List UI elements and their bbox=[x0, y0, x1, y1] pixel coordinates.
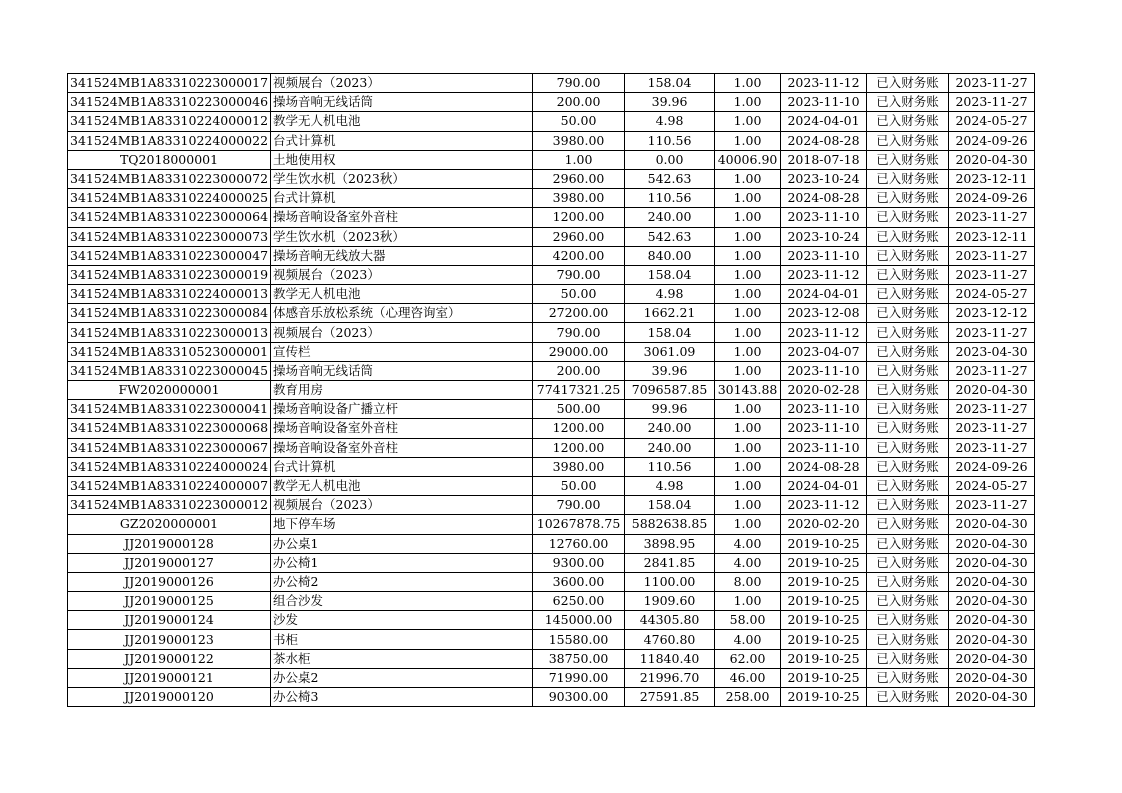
table-row bbox=[68, 515, 1035, 534]
quantity-cell: 1.00 bbox=[715, 93, 781, 112]
table-row bbox=[68, 649, 1035, 668]
acquired-date-cell: 2023-11-12 bbox=[781, 74, 867, 93]
asset-code-cell: GZ2020000001 bbox=[68, 515, 271, 534]
asset-name-cell: 地下停车场 bbox=[271, 515, 533, 534]
booked-date-cell: 2020-04-30 bbox=[949, 572, 1035, 591]
booked-date-cell: 2020-04-30 bbox=[949, 630, 1035, 649]
quantity-cell: 1.00 bbox=[715, 74, 781, 93]
accounting-status-cell: 已入财务账 bbox=[867, 534, 949, 553]
asset-name-cell: 教育用房 bbox=[271, 381, 533, 400]
quantity-cell: 4.00 bbox=[715, 534, 781, 553]
accounting-status-cell: 已入财务账 bbox=[867, 572, 949, 591]
quantity-cell: 8.00 bbox=[715, 572, 781, 591]
original-value-cell: 790.00 bbox=[533, 74, 625, 93]
acquired-date-cell: 2018-07-18 bbox=[781, 150, 867, 169]
table-row bbox=[68, 112, 1035, 131]
accounting-status-cell: 已入财务账 bbox=[867, 112, 949, 131]
original-value-cell: 9300.00 bbox=[533, 553, 625, 572]
original-value-cell: 2960.00 bbox=[533, 169, 625, 188]
quantity-cell: 1.00 bbox=[715, 112, 781, 131]
depreciation-cell: 7096587.85 bbox=[625, 381, 715, 400]
quantity-cell: 4.00 bbox=[715, 553, 781, 572]
asset-name-cell: 体感音乐放松系统（心理咨询室） bbox=[271, 304, 533, 323]
table-row bbox=[68, 553, 1035, 572]
quantity-cell: 40006.90 bbox=[715, 150, 781, 169]
asset-name-cell: 宣传栏 bbox=[271, 342, 533, 361]
acquired-date-cell: 2023-11-10 bbox=[781, 400, 867, 419]
acquired-date-cell: 2023-10-24 bbox=[781, 227, 867, 246]
asset-code-cell: JJ2019000127 bbox=[68, 553, 271, 572]
acquired-date-cell: 2024-08-28 bbox=[781, 131, 867, 150]
booked-date-cell: 2023-11-27 bbox=[949, 93, 1035, 112]
table-row bbox=[68, 323, 1035, 342]
depreciation-cell: 99.96 bbox=[625, 400, 715, 419]
original-value-cell: 50.00 bbox=[533, 476, 625, 495]
asset-code-cell: 341524MB1A83310223000073 bbox=[68, 227, 271, 246]
acquired-date-cell: 2024-08-28 bbox=[781, 189, 867, 208]
table-row bbox=[68, 630, 1035, 649]
acquired-date-cell: 2019-10-25 bbox=[781, 592, 867, 611]
booked-date-cell: 2024-09-26 bbox=[949, 189, 1035, 208]
accounting-status-cell: 已入财务账 bbox=[867, 208, 949, 227]
booked-date-cell: 2023-11-27 bbox=[949, 419, 1035, 438]
quantity-cell: 1.00 bbox=[715, 285, 781, 304]
depreciation-cell: 3898.95 bbox=[625, 534, 715, 553]
quantity-cell: 1.00 bbox=[715, 419, 781, 438]
table-row bbox=[68, 668, 1035, 687]
quantity-cell: 1.00 bbox=[715, 496, 781, 515]
asset-code-cell: 341524MB1A83310224000022 bbox=[68, 131, 271, 150]
acquired-date-cell: 2023-11-10 bbox=[781, 419, 867, 438]
depreciation-cell: 5882638.85 bbox=[625, 515, 715, 534]
original-value-cell: 12760.00 bbox=[533, 534, 625, 553]
accounting-status-cell: 已入财务账 bbox=[867, 400, 949, 419]
original-value-cell: 790.00 bbox=[533, 496, 625, 515]
table-row bbox=[68, 381, 1035, 400]
quantity-cell: 1.00 bbox=[715, 323, 781, 342]
booked-date-cell: 2020-04-30 bbox=[949, 668, 1035, 687]
booked-date-cell: 2023-11-27 bbox=[949, 400, 1035, 419]
depreciation-cell: 44305.80 bbox=[625, 611, 715, 630]
acquired-date-cell: 2019-10-25 bbox=[781, 534, 867, 553]
asset-name-cell: 台式计算机 bbox=[271, 189, 533, 208]
accounting-status-cell: 已入财务账 bbox=[867, 611, 949, 630]
table-row bbox=[68, 496, 1035, 515]
booked-date-cell: 2023-04-30 bbox=[949, 342, 1035, 361]
accounting-status-cell: 已入财务账 bbox=[867, 265, 949, 284]
table-row bbox=[68, 419, 1035, 438]
asset-name-cell: 学生饮水机（2023秋） bbox=[271, 169, 533, 188]
asset-name-cell: 书柜 bbox=[271, 630, 533, 649]
asset-code-cell: 341524MB1A83310223000045 bbox=[68, 361, 271, 380]
depreciation-cell: 3061.09 bbox=[625, 342, 715, 361]
depreciation-cell: 542.63 bbox=[625, 169, 715, 188]
acquired-date-cell: 2023-04-07 bbox=[781, 342, 867, 361]
asset-code-cell: 341524MB1A83310224000013 bbox=[68, 285, 271, 304]
table-row bbox=[68, 227, 1035, 246]
depreciation-cell: 2841.85 bbox=[625, 553, 715, 572]
accounting-status-cell: 已入财务账 bbox=[867, 476, 949, 495]
depreciation-cell: 542.63 bbox=[625, 227, 715, 246]
quantity-cell: 62.00 bbox=[715, 649, 781, 668]
quantity-cell: 58.00 bbox=[715, 611, 781, 630]
asset-code-cell: 341524MB1A83310223000072 bbox=[68, 169, 271, 188]
quantity-cell: 1.00 bbox=[715, 476, 781, 495]
quantity-cell: 1.00 bbox=[715, 265, 781, 284]
asset-code-cell: JJ2019000122 bbox=[68, 649, 271, 668]
booked-date-cell: 2020-04-30 bbox=[949, 592, 1035, 611]
asset-code-cell: JJ2019000120 bbox=[68, 688, 271, 707]
table-row bbox=[68, 611, 1035, 630]
original-value-cell: 50.00 bbox=[533, 112, 625, 131]
asset-name-cell: 办公椅2 bbox=[271, 572, 533, 591]
booked-date-cell: 2023-11-27 bbox=[949, 361, 1035, 380]
accounting-status-cell: 已入财务账 bbox=[867, 246, 949, 265]
asset-name-cell: 台式计算机 bbox=[271, 457, 533, 476]
asset-name-cell: 办公椅1 bbox=[271, 553, 533, 572]
asset-name-cell: 组合沙发 bbox=[271, 592, 533, 611]
depreciation-cell: 39.96 bbox=[625, 361, 715, 380]
quantity-cell: 1.00 bbox=[715, 342, 781, 361]
table-row bbox=[68, 74, 1035, 93]
depreciation-cell: 4.98 bbox=[625, 112, 715, 131]
asset-name-cell: 教学无人机电池 bbox=[271, 112, 533, 131]
original-value-cell: 90300.00 bbox=[533, 688, 625, 707]
accounting-status-cell: 已入财务账 bbox=[867, 419, 949, 438]
table-row bbox=[68, 93, 1035, 112]
table-row bbox=[68, 131, 1035, 150]
quantity-cell: 1.00 bbox=[715, 131, 781, 150]
asset-name-cell: 教学无人机电池 bbox=[271, 476, 533, 495]
quantity-cell: 30143.88 bbox=[715, 381, 781, 400]
depreciation-cell: 158.04 bbox=[625, 323, 715, 342]
accounting-status-cell: 已入财务账 bbox=[867, 381, 949, 400]
accounting-status-cell: 已入财务账 bbox=[867, 438, 949, 457]
booked-date-cell: 2023-11-27 bbox=[949, 246, 1035, 265]
asset-name-cell: 视频展台（2023） bbox=[271, 323, 533, 342]
booked-date-cell: 2020-04-30 bbox=[949, 553, 1035, 572]
acquired-date-cell: 2019-10-25 bbox=[781, 572, 867, 591]
table-row bbox=[68, 246, 1035, 265]
asset-code-cell: 341524MB1A83310223000068 bbox=[68, 419, 271, 438]
accounting-status-cell: 已入财务账 bbox=[867, 93, 949, 112]
table-row bbox=[68, 285, 1035, 304]
quantity-cell: 46.00 bbox=[715, 668, 781, 687]
accounting-status-cell: 已入财务账 bbox=[867, 496, 949, 515]
quantity-cell: 1.00 bbox=[715, 208, 781, 227]
depreciation-cell: 840.00 bbox=[625, 246, 715, 265]
booked-date-cell: 2020-04-30 bbox=[949, 611, 1035, 630]
depreciation-cell: 21996.70 bbox=[625, 668, 715, 687]
quantity-cell: 1.00 bbox=[715, 457, 781, 476]
original-value-cell: 15580.00 bbox=[533, 630, 625, 649]
booked-date-cell: 2020-04-30 bbox=[949, 534, 1035, 553]
acquired-date-cell: 2023-12-08 bbox=[781, 304, 867, 323]
asset-code-cell: JJ2019000126 bbox=[68, 572, 271, 591]
quantity-cell: 1.00 bbox=[715, 515, 781, 534]
quantity-cell: 1.00 bbox=[715, 438, 781, 457]
table-row bbox=[68, 572, 1035, 591]
depreciation-cell: 110.56 bbox=[625, 131, 715, 150]
table-row bbox=[68, 361, 1035, 380]
accounting-status-cell: 已入财务账 bbox=[867, 553, 949, 572]
depreciation-cell: 240.00 bbox=[625, 438, 715, 457]
booked-date-cell: 2023-11-27 bbox=[949, 438, 1035, 457]
booked-date-cell: 2024-09-26 bbox=[949, 131, 1035, 150]
asset-code-cell: JJ2019000125 bbox=[68, 592, 271, 611]
asset-code-cell: 341524MB1A83310223000046 bbox=[68, 93, 271, 112]
asset-name-cell: 操场音响设备广播立杆 bbox=[271, 400, 533, 419]
acquired-date-cell: 2019-10-25 bbox=[781, 688, 867, 707]
quantity-cell: 1.00 bbox=[715, 592, 781, 611]
accounting-status-cell: 已入财务账 bbox=[867, 323, 949, 342]
accounting-status-cell: 已入财务账 bbox=[867, 515, 949, 534]
table-row bbox=[68, 342, 1035, 361]
acquired-date-cell: 2023-10-24 bbox=[781, 169, 867, 188]
accounting-status-cell: 已入财务账 bbox=[867, 630, 949, 649]
original-value-cell: 145000.00 bbox=[533, 611, 625, 630]
booked-date-cell: 2023-12-11 bbox=[949, 227, 1035, 246]
asset-table bbox=[67, 73, 1035, 707]
acquired-date-cell: 2023-11-10 bbox=[781, 361, 867, 380]
quantity-cell: 1.00 bbox=[715, 246, 781, 265]
acquired-date-cell: 2023-11-10 bbox=[781, 438, 867, 457]
asset-name-cell: 办公桌1 bbox=[271, 534, 533, 553]
asset-name-cell: 办公椅3 bbox=[271, 688, 533, 707]
original-value-cell: 3600.00 bbox=[533, 572, 625, 591]
asset-name-cell: 教学无人机电池 bbox=[271, 285, 533, 304]
asset-code-cell: JJ2019000124 bbox=[68, 611, 271, 630]
quantity-cell: 1.00 bbox=[715, 304, 781, 323]
original-value-cell: 500.00 bbox=[533, 400, 625, 419]
asset-name-cell: 操场音响设备室外音柱 bbox=[271, 438, 533, 457]
booked-date-cell: 2023-12-11 bbox=[949, 169, 1035, 188]
asset-code-cell: 341524MB1A83310224000025 bbox=[68, 189, 271, 208]
asset-name-cell: 沙发 bbox=[271, 611, 533, 630]
quantity-cell: 1.00 bbox=[715, 227, 781, 246]
original-value-cell: 200.00 bbox=[533, 361, 625, 380]
table-row bbox=[68, 457, 1035, 476]
acquired-date-cell: 2024-04-01 bbox=[781, 476, 867, 495]
asset-name-cell: 学生饮水机（2023秋） bbox=[271, 227, 533, 246]
asset-name-cell: 操场音响设备室外音柱 bbox=[271, 419, 533, 438]
table-row bbox=[68, 169, 1035, 188]
booked-date-cell: 2024-09-26 bbox=[949, 457, 1035, 476]
original-value-cell: 3980.00 bbox=[533, 457, 625, 476]
depreciation-cell: 110.56 bbox=[625, 457, 715, 476]
booked-date-cell: 2024-05-27 bbox=[949, 285, 1035, 304]
asset-name-cell: 办公桌2 bbox=[271, 668, 533, 687]
original-value-cell: 27200.00 bbox=[533, 304, 625, 323]
depreciation-cell: 11840.40 bbox=[625, 649, 715, 668]
accounting-status-cell: 已入财务账 bbox=[867, 304, 949, 323]
booked-date-cell: 2023-11-27 bbox=[949, 265, 1035, 284]
quantity-cell: 4.00 bbox=[715, 630, 781, 649]
original-value-cell: 77417321.25 bbox=[533, 381, 625, 400]
booked-date-cell: 2023-12-12 bbox=[949, 304, 1035, 323]
accounting-status-cell: 已入财务账 bbox=[867, 285, 949, 304]
asset-name-cell: 操场音响无线话筒 bbox=[271, 361, 533, 380]
depreciation-cell: 1662.21 bbox=[625, 304, 715, 323]
asset-name-cell: 茶水柜 bbox=[271, 649, 533, 668]
accounting-status-cell: 已入财务账 bbox=[867, 649, 949, 668]
original-value-cell: 71990.00 bbox=[533, 668, 625, 687]
original-value-cell: 50.00 bbox=[533, 285, 625, 304]
accounting-status-cell: 已入财务账 bbox=[867, 668, 949, 687]
depreciation-cell: 240.00 bbox=[625, 208, 715, 227]
original-value-cell: 10267878.75 bbox=[533, 515, 625, 534]
depreciation-cell: 158.04 bbox=[625, 265, 715, 284]
table-row bbox=[68, 592, 1035, 611]
original-value-cell: 1200.00 bbox=[533, 208, 625, 227]
table-row bbox=[68, 208, 1035, 227]
depreciation-cell: 0.00 bbox=[625, 150, 715, 169]
accounting-status-cell: 已入财务账 bbox=[867, 131, 949, 150]
accounting-status-cell: 已入财务账 bbox=[867, 189, 949, 208]
table-row bbox=[68, 438, 1035, 457]
asset-code-cell: 341524MB1A83310223000017 bbox=[68, 74, 271, 93]
table-row bbox=[68, 304, 1035, 323]
asset-code-cell: TQ2018000001 bbox=[68, 150, 271, 169]
original-value-cell: 790.00 bbox=[533, 265, 625, 284]
asset-code-cell: FW2020000001 bbox=[68, 381, 271, 400]
table-row bbox=[68, 400, 1035, 419]
depreciation-cell: 4.98 bbox=[625, 476, 715, 495]
accounting-status-cell: 已入财务账 bbox=[867, 150, 949, 169]
table-row bbox=[68, 534, 1035, 553]
acquired-date-cell: 2023-11-12 bbox=[781, 265, 867, 284]
accounting-status-cell: 已入财务账 bbox=[867, 227, 949, 246]
booked-date-cell: 2023-11-27 bbox=[949, 208, 1035, 227]
asset-code-cell: JJ2019000128 bbox=[68, 534, 271, 553]
asset-name-cell: 操场音响无线话筒 bbox=[271, 93, 533, 112]
acquired-date-cell: 2019-10-25 bbox=[781, 649, 867, 668]
acquired-date-cell: 2023-11-12 bbox=[781, 323, 867, 342]
booked-date-cell: 2020-04-30 bbox=[949, 381, 1035, 400]
asset-code-cell: 341524MB1A83310223000012 bbox=[68, 496, 271, 515]
original-value-cell: 38750.00 bbox=[533, 649, 625, 668]
asset-code-cell: 341524MB1A83310223000067 bbox=[68, 438, 271, 457]
quantity-cell: 1.00 bbox=[715, 169, 781, 188]
accounting-status-cell: 已入财务账 bbox=[867, 169, 949, 188]
asset-name-cell: 视频展台（2023） bbox=[271, 265, 533, 284]
acquired-date-cell: 2023-11-12 bbox=[781, 496, 867, 515]
depreciation-cell: 158.04 bbox=[625, 74, 715, 93]
original-value-cell: 3980.00 bbox=[533, 131, 625, 150]
depreciation-cell: 110.56 bbox=[625, 189, 715, 208]
depreciation-cell: 27591.85 bbox=[625, 688, 715, 707]
booked-date-cell: 2024-05-27 bbox=[949, 112, 1035, 131]
booked-date-cell: 2020-04-30 bbox=[949, 515, 1035, 534]
asset-table-body bbox=[68, 74, 1035, 707]
booked-date-cell: 2023-11-27 bbox=[949, 74, 1035, 93]
depreciation-cell: 39.96 bbox=[625, 93, 715, 112]
asset-code-cell: 341524MB1A83310223000019 bbox=[68, 265, 271, 284]
original-value-cell: 200.00 bbox=[533, 93, 625, 112]
original-value-cell: 1200.00 bbox=[533, 419, 625, 438]
original-value-cell: 6250.00 bbox=[533, 592, 625, 611]
table-row bbox=[68, 265, 1035, 284]
accounting-status-cell: 已入财务账 bbox=[867, 74, 949, 93]
accounting-status-cell: 已入财务账 bbox=[867, 592, 949, 611]
asset-name-cell: 土地使用权 bbox=[271, 150, 533, 169]
depreciation-cell: 4760.80 bbox=[625, 630, 715, 649]
asset-name-cell: 视频展台（2023） bbox=[271, 74, 533, 93]
acquired-date-cell: 2019-10-25 bbox=[781, 668, 867, 687]
accounting-status-cell: 已入财务账 bbox=[867, 342, 949, 361]
asset-code-cell: 341524MB1A83310223000041 bbox=[68, 400, 271, 419]
original-value-cell: 29000.00 bbox=[533, 342, 625, 361]
booked-date-cell: 2023-11-27 bbox=[949, 323, 1035, 342]
asset-code-cell: JJ2019000121 bbox=[68, 668, 271, 687]
depreciation-cell: 158.04 bbox=[625, 496, 715, 515]
accounting-status-cell: 已入财务账 bbox=[867, 361, 949, 380]
asset-code-cell: 341524MB1A83310223000047 bbox=[68, 246, 271, 265]
acquired-date-cell: 2023-11-10 bbox=[781, 208, 867, 227]
acquired-date-cell: 2023-11-10 bbox=[781, 246, 867, 265]
original-value-cell: 790.00 bbox=[533, 323, 625, 342]
acquired-date-cell: 2019-10-25 bbox=[781, 553, 867, 572]
depreciation-cell: 1100.00 bbox=[625, 572, 715, 591]
original-value-cell: 2960.00 bbox=[533, 227, 625, 246]
acquired-date-cell: 2024-08-28 bbox=[781, 457, 867, 476]
asset-code-cell: 341524MB1A83310223000084 bbox=[68, 304, 271, 323]
asset-code-cell: 341524MB1A83310224000012 bbox=[68, 112, 271, 131]
original-value-cell: 3980.00 bbox=[533, 189, 625, 208]
depreciation-cell: 240.00 bbox=[625, 419, 715, 438]
acquired-date-cell: 2020-02-28 bbox=[781, 381, 867, 400]
depreciation-cell: 4.98 bbox=[625, 285, 715, 304]
quantity-cell: 1.00 bbox=[715, 189, 781, 208]
asset-code-cell: 341524MB1A83310223000064 bbox=[68, 208, 271, 227]
acquired-date-cell: 2019-10-25 bbox=[781, 630, 867, 649]
asset-name-cell: 操场音响设备室外音柱 bbox=[271, 208, 533, 227]
table-row bbox=[68, 189, 1035, 208]
booked-date-cell: 2023-11-27 bbox=[949, 496, 1035, 515]
table-row bbox=[68, 476, 1035, 495]
accounting-status-cell: 已入财务账 bbox=[867, 688, 949, 707]
depreciation-cell: 1909.60 bbox=[625, 592, 715, 611]
asset-name-cell: 视频展台（2023） bbox=[271, 496, 533, 515]
asset-code-cell: 341524MB1A83310224000024 bbox=[68, 457, 271, 476]
original-value-cell: 1200.00 bbox=[533, 438, 625, 457]
asset-code-cell: 341524MB1A83310224000007 bbox=[68, 476, 271, 495]
booked-date-cell: 2020-04-30 bbox=[949, 688, 1035, 707]
acquired-date-cell: 2024-04-01 bbox=[781, 112, 867, 131]
booked-date-cell: 2020-04-30 bbox=[949, 150, 1035, 169]
booked-date-cell: 2020-04-30 bbox=[949, 649, 1035, 668]
table-row bbox=[68, 150, 1035, 169]
asset-name-cell: 操场音响无线放大器 bbox=[271, 246, 533, 265]
quantity-cell: 258.00 bbox=[715, 688, 781, 707]
acquired-date-cell: 2020-02-20 bbox=[781, 515, 867, 534]
booked-date-cell: 2024-05-27 bbox=[949, 476, 1035, 495]
asset-code-cell: JJ2019000123 bbox=[68, 630, 271, 649]
accounting-status-cell: 已入财务账 bbox=[867, 457, 949, 476]
original-value-cell: 4200.00 bbox=[533, 246, 625, 265]
acquired-date-cell: 2024-04-01 bbox=[781, 285, 867, 304]
asset-code-cell: 341524MB1A83310523000001 bbox=[68, 342, 271, 361]
acquired-date-cell: 2023-11-10 bbox=[781, 93, 867, 112]
asset-name-cell: 台式计算机 bbox=[271, 131, 533, 150]
quantity-cell: 1.00 bbox=[715, 361, 781, 380]
original-value-cell: 1.00 bbox=[533, 150, 625, 169]
table-row bbox=[68, 688, 1035, 707]
asset-code-cell: 341524MB1A83310223000013 bbox=[68, 323, 271, 342]
acquired-date-cell: 2019-10-25 bbox=[781, 611, 867, 630]
quantity-cell: 1.00 bbox=[715, 400, 781, 419]
